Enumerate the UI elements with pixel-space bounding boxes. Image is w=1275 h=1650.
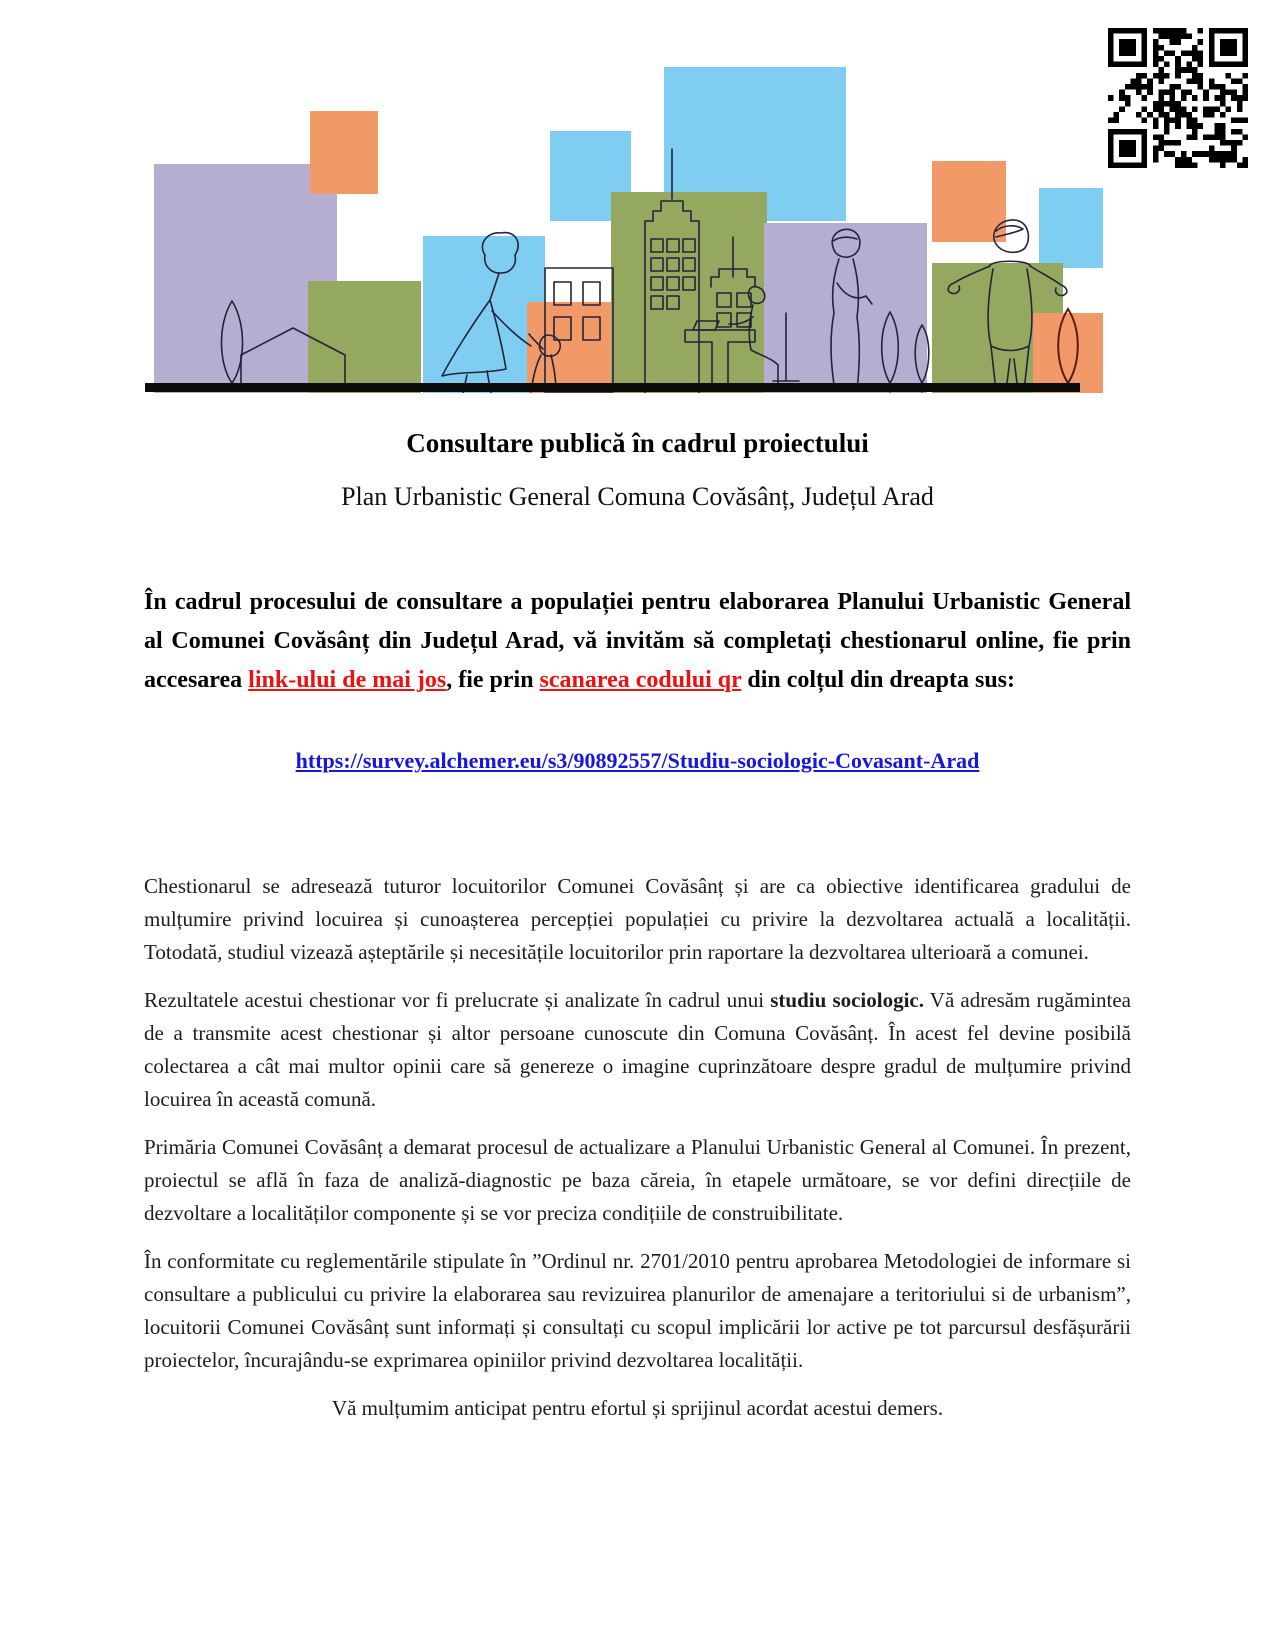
- scanarea-codului-qr-link[interactable]: scanarea codului qr: [539, 667, 742, 693]
- page-title: Consultare publică în cadrul proiectului: [406, 428, 869, 458]
- city-skyline-illustration: [145, 25, 1105, 393]
- body-text: [144, 870, 1131, 1440]
- intro-paragraph: [144, 583, 1131, 700]
- closing-line: Vă mulțumim anticipat pentru efortul și sprijinul acordat acestui demers.: [331, 1396, 944, 1420]
- survey-hyperlink[interactable]: https://survey.alchemer.eu/s3/90892557/Studiu-sociologic-Covasant-Arad: [295, 748, 980, 773]
- block-lavender-mid: [764, 223, 927, 393]
- intro-text-1: În cadrul procesului de consultare a populației pentru elaborarea Planului Urbanistic General al Comunei Covăsânț din Județul Arad, vă invităm să completați chestionarul online, fie prin accesarea: [144, 589, 1131, 693]
- paragraph-1: Chestionarul se adresează tuturor locuitorilor Comunei Covăsânț și are ca obiective identificarea gradului de mulțumire privind locuirea și cunoașterea percepției populației cu privire la dezvoltarea actuală a localității. Totodată, studiul vizează așteptările și necesitățile locuitorilor prin raportare la dezvoltarea ulterioară a comunei.: [144, 874, 1131, 964]
- paragraph-2-text-1: Rezultatele acestui chestionar vor fi prelucrate și analizate în cadrul unui: [144, 988, 771, 1012]
- studiu-sociologic-bold: studiu sociologic.: [770, 988, 925, 1012]
- qr-code-icon: [1108, 28, 1248, 168]
- intro-text-2: , fie prin: [446, 667, 540, 693]
- block-orange-right: [1033, 313, 1103, 393]
- block-blue-right: [1039, 188, 1103, 268]
- block-green-1: [308, 281, 421, 393]
- intro-text-3: din colțul din dreapta sus:: [741, 667, 1015, 693]
- paragraph-3: Primăria Comunei Covăsânț a demarat procesul de actualizare a Planului Urbanistic General al Comunei. În prezent, proiectul se află în faza de analiză-diagnostic pe baza căreia, în etapele următoare, se vor defini direcțiile de dezvoltare a localităților componente și se vor preciza condițiile de construibilitate.: [144, 1135, 1131, 1225]
- paragraph-2: [144, 984, 1131, 1116]
- survey-link-row: [0, 748, 1275, 774]
- city-skyline-svg: [145, 25, 1105, 393]
- link-ului-de-mai-jos-link[interactable]: link-ului de mai jos: [248, 667, 447, 693]
- block-orange-1: [310, 111, 378, 194]
- ground-line: [145, 383, 1080, 392]
- paragraph-4: În conformitate cu reglementările stipulate în ”Ordinul nr. 2701/2010 pentru aprobarea Metodologiei de informare si consultare a publicului cu privire la elaborarea sau revizuirea planurilor de amenajare a teritoriului si de urbanism”, locuitorii Comunei Covăsânț sunt informați și consultați cu scopul implicării lor active pe tot parcursul desfășurării proiectelor, încurajându-se exprimarea opiniilor privind dezvoltarea localității.: [144, 1249, 1131, 1372]
- qr-code-svg: [1108, 28, 1248, 168]
- paragraph-2-text-2: Vă adresăm rugămintea de a transmite acest chestionar și altor persoane cunoscute din Comuna Covăsânț. În acest fel devine posibilă colectarea a cât mai multor opinii care să genereze o imagine cuprinzătoare despre gradul de mulțumire privind locuirea în această comună.: [144, 988, 1132, 1111]
- page-subtitle: Plan Urbanistic General Comuna Covăsânț, Județul Arad: [341, 482, 934, 511]
